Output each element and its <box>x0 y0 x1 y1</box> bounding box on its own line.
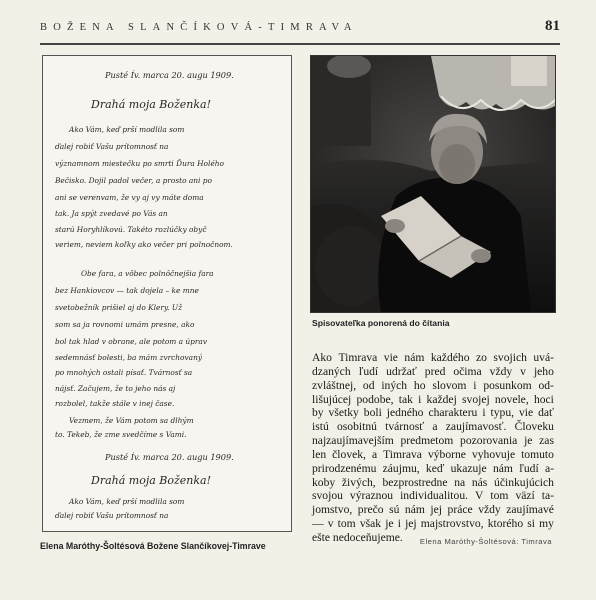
letter-line: Ako Vám, keď prší modlila som <box>69 125 185 134</box>
letter-line: po mnohých ostali písať. Tvárnosť sa <box>55 368 193 377</box>
body-line: lišujúcej podobe, tak i každej svojej novele, hoci <box>312 392 554 406</box>
body-signature: Elena Maróthy-Šoltésová: Timrava <box>419 537 552 546</box>
letter-dateline: Pusté Ív. marca 20. augu 1909. <box>105 70 234 80</box>
letter-line: ďalej robiť Vašu prítomnosť na <box>55 142 169 151</box>
running-header <box>40 18 560 42</box>
letter-salutation: Drahá moja Boženka! <box>91 98 212 111</box>
letter-line: ani se verenvam, že vy aj vy máte doma <box>55 193 204 202</box>
letter-line: Vezmem, že Vám potom sa dlhým <box>69 416 194 425</box>
handwritten-letter <box>42 55 292 532</box>
letter-line: bol tak hlad v obrane, ale potom a úprav <box>55 337 207 346</box>
body-line: zvláštnej, od iných ho slovom i posunkom od- <box>312 378 554 392</box>
letter-line: významnom miestečku po smrti Ďura Holého <box>55 159 224 168</box>
body-line: dzaných ľudí udržať pred očima vždy v jeho <box>312 364 554 378</box>
letter-line: veriem, neviem koľky ako večer pri polnočnom. <box>55 240 233 249</box>
body-line: — v tom však je i jej majstrovstvo, ktorého si my <box>312 517 554 531</box>
letter-salutation-2: Drahá moja Boženka! <box>91 474 212 487</box>
body-text <box>312 351 554 545</box>
letter-paragraph-2 <box>55 269 214 439</box>
letter-line: Bečisko. Dojil padol večer, a prosto ani po <box>55 176 212 185</box>
photo-caption: Spisovateľka ponorená do čítania <box>312 318 450 328</box>
header-title: BOŽENA SLANČÍKOVÁ-TIMRAVA <box>40 22 358 33</box>
letter-paragraph-1 <box>54 125 233 249</box>
body-line: ešte nedoceňujeme. <box>312 530 403 544</box>
body-line: prirodzenému záujmu, keď ukazuje nám ľudí a- <box>312 461 554 475</box>
body-line: najzaujímavejším predmetom pozorovania je zas <box>312 434 554 448</box>
page-number: 81 <box>545 18 560 34</box>
letter-line: bez Hankiovcov — tak dojela – ke mne <box>55 286 199 295</box>
letter-line: nájsť. Začujem, že to jeho nás aj <box>55 384 176 393</box>
body-line: jomstvo, prečo sú nám jej práce vždy zaujímavé <box>312 503 554 517</box>
body-line: istú osobitnú tvárnosť a zaujímavosť. Človeku <box>312 420 554 434</box>
letter-line: sedemnásť bolesti, ba mám zvrchovaný <box>55 353 203 362</box>
letter-line: to. Tekeb, že zme svedčíme s Vami. <box>55 430 187 439</box>
body-line: Ako Timrava vie nám každého zo svojich uvá- <box>312 351 554 364</box>
body-line: svojou výraznou individualitou. V tom väzí ta- <box>312 489 554 503</box>
letter-line: starú Horyhlíkovú. Takéto rozlúčky obyč <box>55 225 207 234</box>
letter-line: rozbolel, takže stále v inej čase. <box>55 399 175 408</box>
letter-line: svetobežník prišiel aj do Klery. Už <box>55 303 182 312</box>
letter-manuscript <box>43 56 291 531</box>
letter-line: ďalej robiť Vašu prítomnosť na <box>55 511 169 520</box>
letter-dateline-2: Pusté Ív. marca 20. augu 1909. <box>105 452 234 462</box>
letter-line: tak. Ja spýt zvedavé po Vás an <box>55 209 168 218</box>
letter-line: Ako Vám, keď prší modlila som <box>69 497 185 506</box>
header-rule <box>40 43 560 45</box>
body-line: by všetky boli jedného charakteru i typu, vie dať <box>312 406 554 420</box>
photo-woman-reading <box>311 56 555 312</box>
body-line: koby živých, bezprostredne na nás účinkujúcich <box>312 475 554 489</box>
letter-line: som sa ja rovnomi umám presne, ako <box>55 320 195 329</box>
body-line: len človek, a Timrava výborne vyhovuje tomuto <box>312 447 554 461</box>
letter-line: Obe fara, a vôbec polnôčnejšia fara <box>81 269 214 278</box>
portrait-photo <box>310 55 556 313</box>
letter-caption: Elena Maróthy-Šoltésová Božene Slančíkovej-Timrave <box>40 541 266 551</box>
